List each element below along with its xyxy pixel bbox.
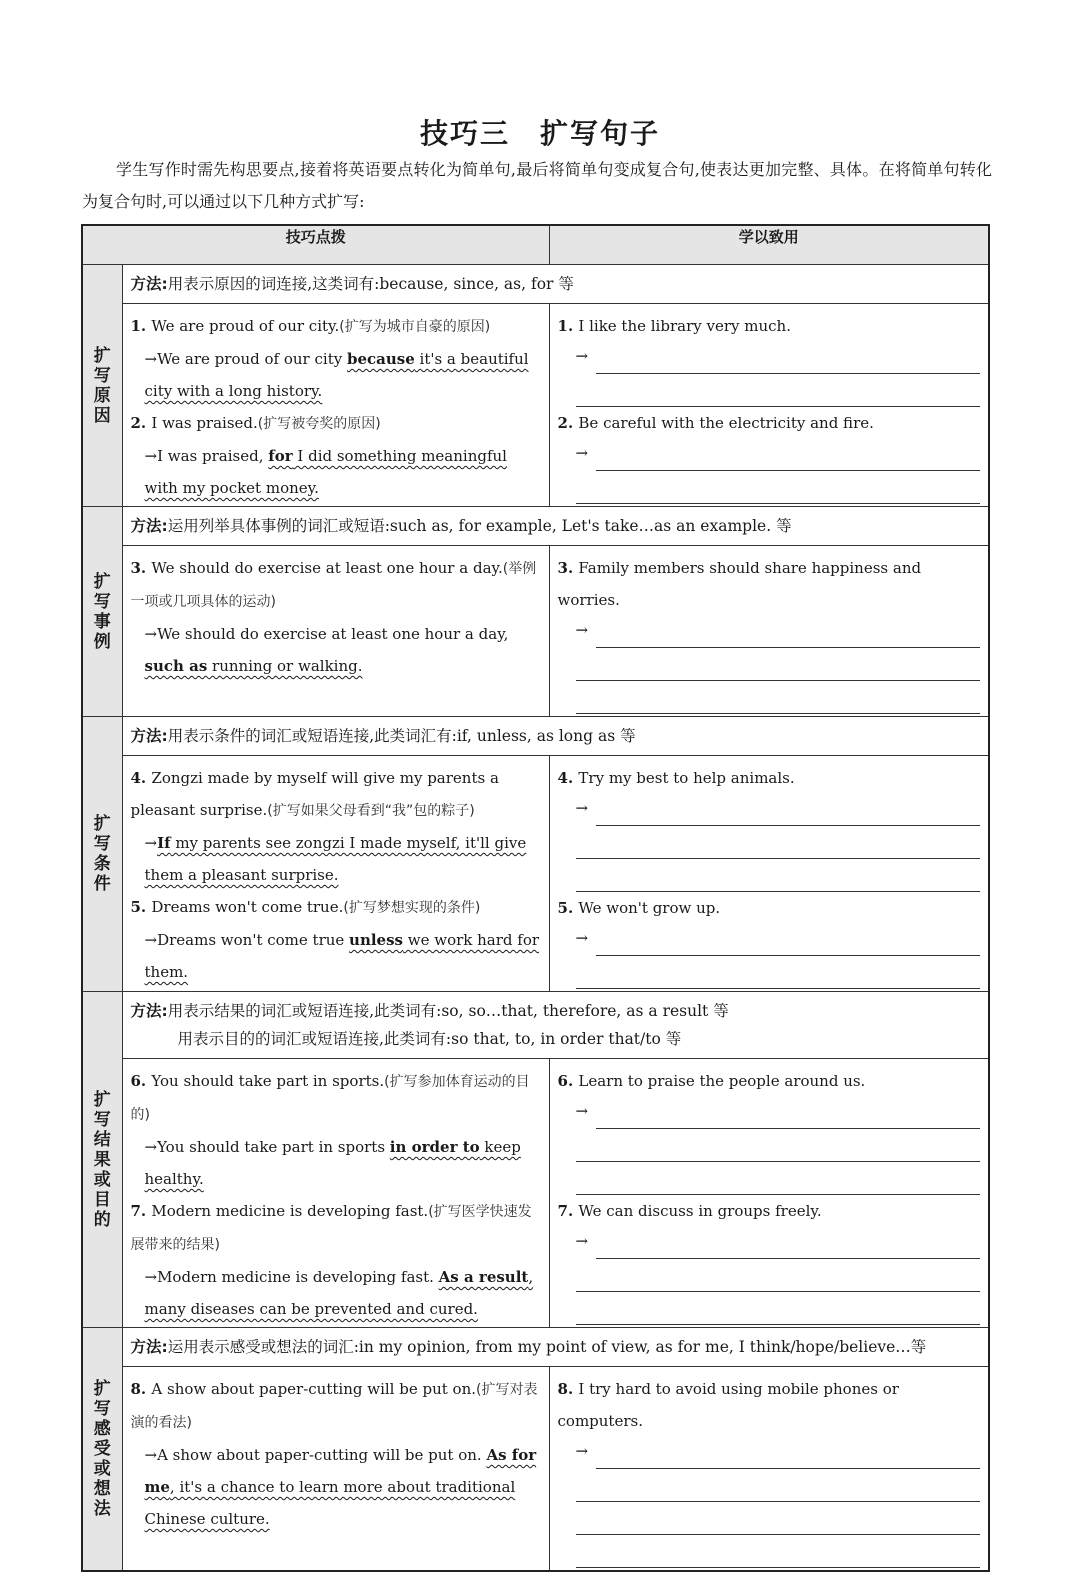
section-method-row (82, 265, 989, 304)
section-content-row (82, 1059, 989, 1328)
practice-sentence: I try hard to avoid using mobile phones or computers. (557, 1380, 899, 1430)
example-sentence: We should do exercise at least one hour a day. (151, 559, 503, 577)
answer-rest: we work hard for them. (144, 931, 540, 981)
arrow-glyph: → (144, 447, 158, 465)
answer-rest: keep healthy. (144, 1138, 521, 1188)
section-method-row (82, 992, 989, 1059)
arrow-glyph: → (144, 931, 158, 949)
arrow-glyph: → (576, 340, 591, 372)
practice-sentence: Family members should share happiness and worries. (557, 559, 922, 609)
method-cell (122, 992, 989, 1059)
answer-keyword: such as (144, 657, 208, 675)
example-hint: (扩写医学快速发展带来的结果) (130, 1204, 532, 1253)
example-number: 7. (130, 1202, 152, 1220)
category-cell (82, 265, 122, 507)
example-hint: (扩写如果父母看到“我”包的粽子) (267, 803, 475, 819)
section-content-row (82, 304, 989, 507)
examples-cell (122, 1367, 549, 1572)
practice-item (558, 310, 981, 407)
practice-number: 6. (557, 1072, 579, 1090)
examples-cell (122, 1059, 549, 1328)
practice-number: 3. (557, 559, 579, 577)
examples-cell (122, 756, 549, 992)
answer-keyword: for (268, 447, 293, 465)
method-text (131, 1025, 981, 1053)
answer-line[interactable] (576, 439, 981, 471)
practice-sentence: We won't grow up. (578, 899, 721, 917)
answer-rest: running or walking. (207, 657, 363, 675)
practice-sentence: Learn to praise the people around us. (578, 1072, 866, 1090)
practice-number: 1. (557, 317, 579, 335)
answer-keyword: because (346, 350, 415, 368)
answer-line[interactable] (576, 374, 981, 407)
answer-keyword: in order to (389, 1138, 480, 1156)
skills-table (81, 224, 990, 1572)
method-cell (122, 1328, 989, 1367)
category-label: 扩写条件 (93, 814, 111, 894)
example-item (131, 891, 541, 988)
arrow-glyph: → (576, 437, 591, 469)
example-hint: (扩写为城市自豪的原因) (339, 319, 491, 335)
example-hint: (扩写对表演的看法) (130, 1382, 538, 1431)
answer-line[interactable] (576, 1227, 981, 1259)
example-hint: (扩写梦想实现的条件) (343, 900, 481, 916)
answer-line[interactable] (576, 1469, 981, 1502)
answer-line[interactable] (576, 1097, 981, 1129)
category-label: 扩写结果或目的 (93, 1089, 111, 1230)
method-content: 用表示条件的词汇或短语连接,此类词汇有:if, unless, as long as 等 (167, 727, 636, 745)
intro-paragraph: 学生写作时需先构思要点,接着将英语要点转化为简单句,最后将简单句变成复合句,使表达更加完整、具体。在将简单句转化为复合句时,可以通过以下几种方式扩写: (82, 160, 992, 211)
practice-item (558, 1065, 981, 1195)
answer-start: I was praised, (157, 447, 269, 465)
example-answer (131, 618, 541, 682)
category-label: 扩写事例 (93, 571, 111, 652)
answer-start: We should do exercise at least one hour a day, (157, 625, 509, 643)
answer-rest: my parents see zongzi I made myself, it'll give them a pleasant surprise. (144, 834, 527, 884)
example-hint: (扩写被夸奖的原因) (257, 416, 381, 432)
example-answer (131, 1439, 541, 1535)
answer-rest: , it's a chance to learn more about traditional Chinese culture. (144, 1478, 516, 1528)
arrow-glyph: → (576, 792, 591, 824)
section-content-row (82, 1367, 989, 1572)
example-item (131, 1195, 541, 1325)
example-sentence: You should take part in sports. (151, 1072, 385, 1090)
header-practice: 学以致用 (549, 225, 989, 265)
answer-line[interactable] (576, 1292, 981, 1325)
answer-keyword: As a result (438, 1268, 529, 1286)
practice-item (558, 1373, 981, 1568)
example-sentence: A show about paper-cutting will be put on. (151, 1380, 476, 1398)
practice-sentence: We can discuss in groups freely. (578, 1202, 822, 1220)
section-content-row (82, 756, 989, 992)
method-text (131, 1333, 981, 1361)
examples-cell (122, 546, 549, 717)
answer-line[interactable] (576, 1129, 981, 1162)
category-cell (82, 507, 122, 717)
method-content: 运用表示感受或想法的词汇:in my opinion, from my point of view, as for me, I think/hope/believe…等 (167, 1338, 927, 1356)
example-item (131, 407, 541, 504)
practice-number: 2. (557, 414, 579, 432)
practice-cell (549, 1059, 989, 1328)
category-cell (82, 1328, 122, 1572)
example-hint: (扩写参加体育运动的目的) (130, 1074, 530, 1123)
practice-item (558, 1195, 981, 1325)
header-tips: 技巧点拨 (82, 225, 549, 265)
section-method-row (82, 1328, 989, 1367)
answer-rest: I did something meaningful with my pocket money. (144, 447, 507, 497)
answer-keyword: unless (349, 931, 403, 949)
category-label: 扩写感受或想法 (93, 1379, 111, 1519)
section-method-row (82, 717, 989, 756)
method-text (131, 512, 981, 540)
answer-line[interactable] (576, 859, 981, 892)
method-content: 用表示结果的词汇或短语连接,此类词有:so, so…that, therefore, as a result 等 (167, 1002, 729, 1020)
arrow-glyph: → (144, 1268, 158, 1286)
arrow-glyph: → (576, 1095, 591, 1127)
example-hint: (举例一项或几项具体的运动) (130, 561, 537, 610)
practice-sentence: Try my best to help animals. (578, 769, 795, 787)
method-label: 方法: (130, 1002, 168, 1020)
example-answer (131, 827, 541, 891)
method-label: 方法: (130, 517, 168, 535)
answer-line[interactable] (576, 956, 981, 989)
answer-start: We are proud of our city (157, 350, 347, 368)
example-sentence: Dreams won't come true. (151, 898, 344, 916)
practice-sentence: I like the library very much. (578, 317, 791, 335)
method-text (131, 997, 981, 1025)
example-answer (131, 440, 541, 504)
practice-number: 5. (557, 899, 579, 917)
example-answer (131, 1131, 541, 1195)
example-number: 8. (130, 1380, 152, 1398)
example-item (131, 1065, 541, 1195)
method-content: 用表示目的的词汇或短语连接,此类词有:so that, to, in order that/to 等 (177, 1030, 682, 1048)
answer-rest: , many diseases can be prevented and cured. (144, 1268, 534, 1318)
answer-rest: it's a beautiful city with a long history. (144, 350, 529, 400)
answer-line[interactable] (576, 342, 981, 374)
practice-cell (549, 304, 989, 507)
example-number: 1. (130, 317, 152, 335)
answer-line[interactable] (576, 1535, 981, 1568)
example-number: 5. (130, 898, 152, 916)
practice-item (558, 552, 981, 714)
answer-line[interactable] (576, 1259, 981, 1292)
answer-keyword: If (157, 834, 171, 852)
example-number: 2. (130, 414, 152, 432)
method-label: 方法: (130, 1338, 168, 1356)
answer-line[interactable] (576, 826, 981, 859)
practice-cell (549, 756, 989, 992)
example-sentence: Modern medicine is developing fast. (151, 1202, 429, 1220)
method-label: 方法: (130, 727, 168, 745)
table-header-row (82, 225, 989, 265)
practice-number: 4. (557, 769, 579, 787)
practice-number: 7. (557, 1202, 579, 1220)
example-number: 3. (130, 559, 152, 577)
answer-start: You should take part in sports (157, 1138, 390, 1156)
example-item (131, 1373, 541, 1535)
answer-line[interactable] (576, 681, 981, 714)
method-label: 方法: (130, 275, 168, 293)
arrow-glyph: → (144, 1138, 158, 1156)
examples-cell (122, 304, 549, 507)
practice-item (558, 762, 981, 892)
practice-cell (549, 1367, 989, 1572)
method-cell (122, 717, 989, 756)
answer-line[interactable] (576, 924, 981, 956)
example-answer (131, 343, 541, 407)
arrow-glyph: → (144, 1446, 158, 1464)
arrow-glyph: → (144, 625, 158, 643)
answer-start: Modern medicine is developing fast. (157, 1268, 439, 1286)
method-content: 用表示原因的词连接,这类词有:because, since, as, for 等 (167, 275, 574, 293)
example-answer (131, 1261, 541, 1325)
answer-line[interactable] (576, 1437, 981, 1469)
method-text (131, 270, 981, 298)
practice-item (558, 407, 981, 504)
category-label: 扩写原因 (93, 345, 111, 426)
arrow-glyph: → (576, 922, 591, 954)
answer-line[interactable] (576, 616, 981, 648)
answer-start: A show about paper-cutting will be put on. (157, 1446, 487, 1464)
arrow-glyph: → (576, 1435, 591, 1467)
example-number: 4. (130, 769, 152, 787)
arrow-glyph: → (576, 1225, 591, 1257)
section-content-row (82, 546, 989, 717)
example-answer (131, 924, 541, 988)
arrow-glyph: → (144, 834, 158, 852)
category-cell (82, 992, 122, 1328)
answer-start: Dreams won't come true (157, 931, 350, 949)
page-title: 技巧三 扩写句子 (419, 117, 660, 150)
answer-keyword: As for me (144, 1446, 537, 1496)
method-cell (122, 507, 989, 546)
example-sentence: Zongzi made by myself will give my parents a pleasant surprise. (130, 769, 499, 819)
arrow-glyph: → (576, 614, 591, 646)
example-sentence: I was praised. (151, 414, 258, 432)
arrow-glyph: → (144, 350, 158, 368)
answer-line[interactable] (576, 648, 981, 681)
practice-item (558, 892, 981, 989)
practice-cell (549, 546, 989, 717)
section-method-row (82, 507, 989, 546)
practice-number: 8. (557, 1380, 579, 1398)
practice-sentence: Be careful with the electricity and fire. (578, 414, 874, 432)
method-cell (122, 265, 989, 304)
example-item (131, 762, 541, 891)
answer-line[interactable] (576, 1502, 981, 1535)
answer-line[interactable] (576, 471, 981, 504)
example-item (131, 552, 541, 682)
example-sentence: We are proud of our city. (151, 317, 340, 335)
example-item (131, 310, 541, 407)
answer-line[interactable] (576, 794, 981, 826)
method-content: 运用列举具体事例的词汇或短语:such as, for example, Let's take…as an example. 等 (167, 517, 792, 535)
example-number: 6. (130, 1072, 152, 1090)
method-text (131, 722, 981, 750)
answer-line[interactable] (576, 1162, 981, 1195)
category-cell (82, 717, 122, 992)
